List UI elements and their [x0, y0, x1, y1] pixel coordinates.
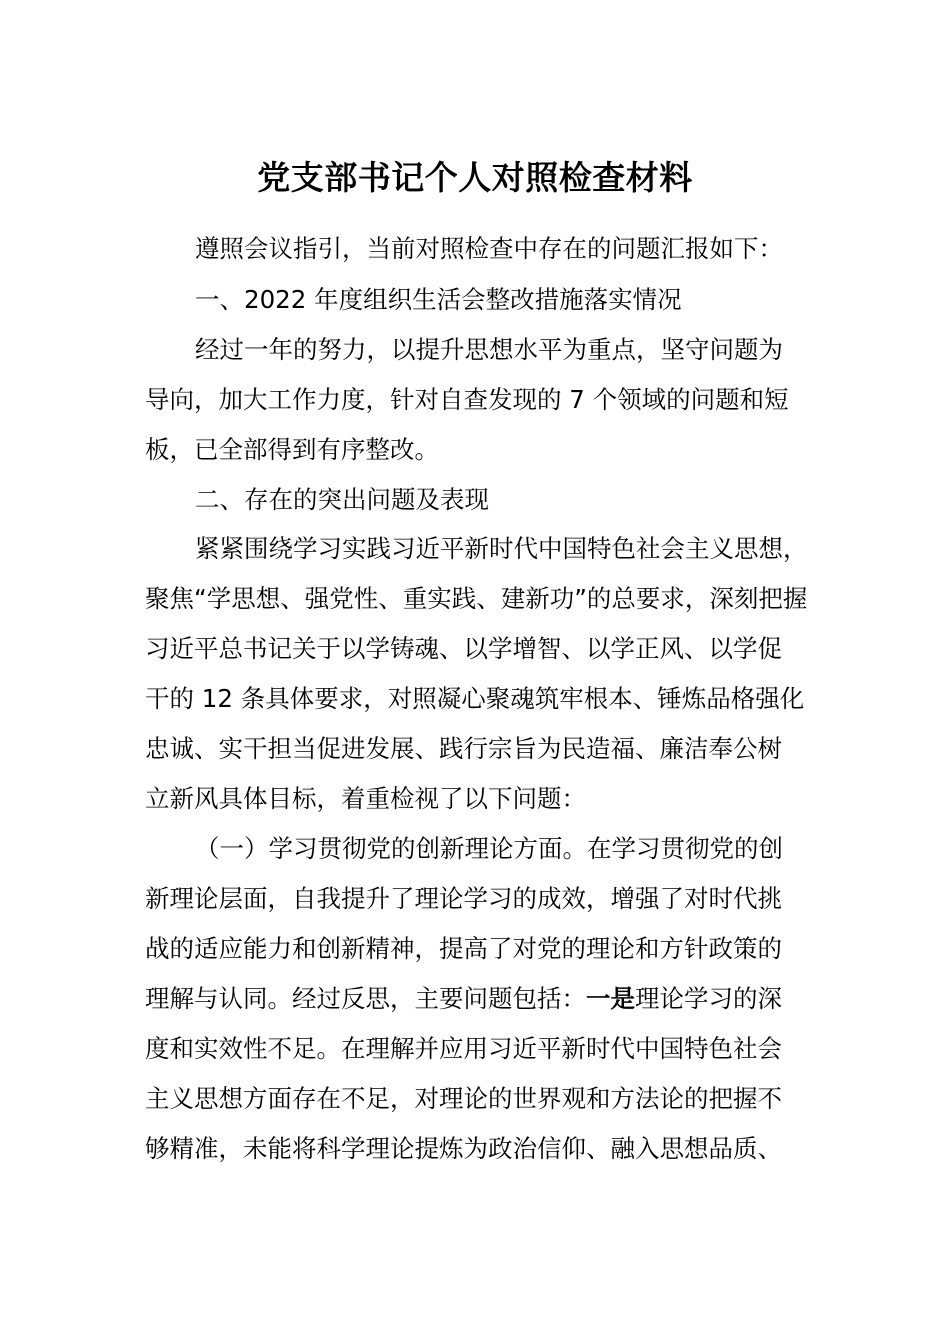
paragraph-line: 立新风具体目标，着重检视了以下问题：: [145, 784, 586, 813]
document-title: 党支部书记个人对照检查材料: [257, 158, 693, 197]
paragraph-line: 战的适应能力和创新精神，提高了对党的理论和方针政策的: [145, 934, 782, 963]
paragraph-line: 聚焦“学思想、强党性、重实践、建新功”的总要求，深刻把握: [145, 584, 808, 613]
paragraph-line: 紧紧围绕学习实践习近平新时代中国特色社会主义思想，: [195, 534, 808, 563]
paragraph-line: 忠诚、实干担当促进发展、践行宗旨为民造福、廉洁奉公树: [145, 734, 782, 763]
paragraph-line: 度和实效性不足。在理解并应用习近平新时代中国特色社会: [145, 1034, 782, 1063]
subsection-line: （一）学习贯彻党的创新理论方面。在学习贯彻党的创: [195, 834, 783, 863]
section-heading-1: 一、2022 年度组织生活会整改措施落实情况: [195, 285, 682, 314]
paragraph-line: 板，已全部得到有序整改。: [145, 435, 439, 464]
paragraph-line: 够精准，未能将科学理论提炼为政治信仰、融入思想品质、: [145, 1134, 782, 1163]
section-heading-2: 二、存在的突出问题及表现: [195, 485, 489, 514]
paragraph-line-mixed: [145, 979, 782, 1019]
paragraph-text: 理论学习的深: [635, 984, 782, 1013]
paragraph-text: 理解与认同。经过反思，主要问题包括：: [145, 984, 586, 1013]
paragraph-line: 新理论层面，自我提升了理论学习的成效，增强了对时代挑: [145, 884, 782, 913]
paragraph-line: 经过一年的努力，以提升思想水平为重点，坚守问题为: [195, 335, 783, 364]
paragraph-line: 导向，加大工作力度，针对自查发现的 7 个领域的问题和短: [145, 385, 789, 414]
paragraph-line: 干的 12 条具体要求，对照凝心聚魂筑牢根本、锤炼品格强化: [145, 684, 805, 713]
bold-keyword: 一是: [586, 984, 635, 1013]
paragraph-line: 习近平总书记关于以学铸魂、以学增智、以学正风、以学促: [145, 634, 782, 663]
paragraph-intro-line-1: 遵照会议指引，当前对照检查中存在的问题汇报如下：: [195, 234, 783, 263]
paragraph-line: 主义思想方面存在不足，对理论的世界观和方法论的把握不: [145, 1084, 782, 1113]
